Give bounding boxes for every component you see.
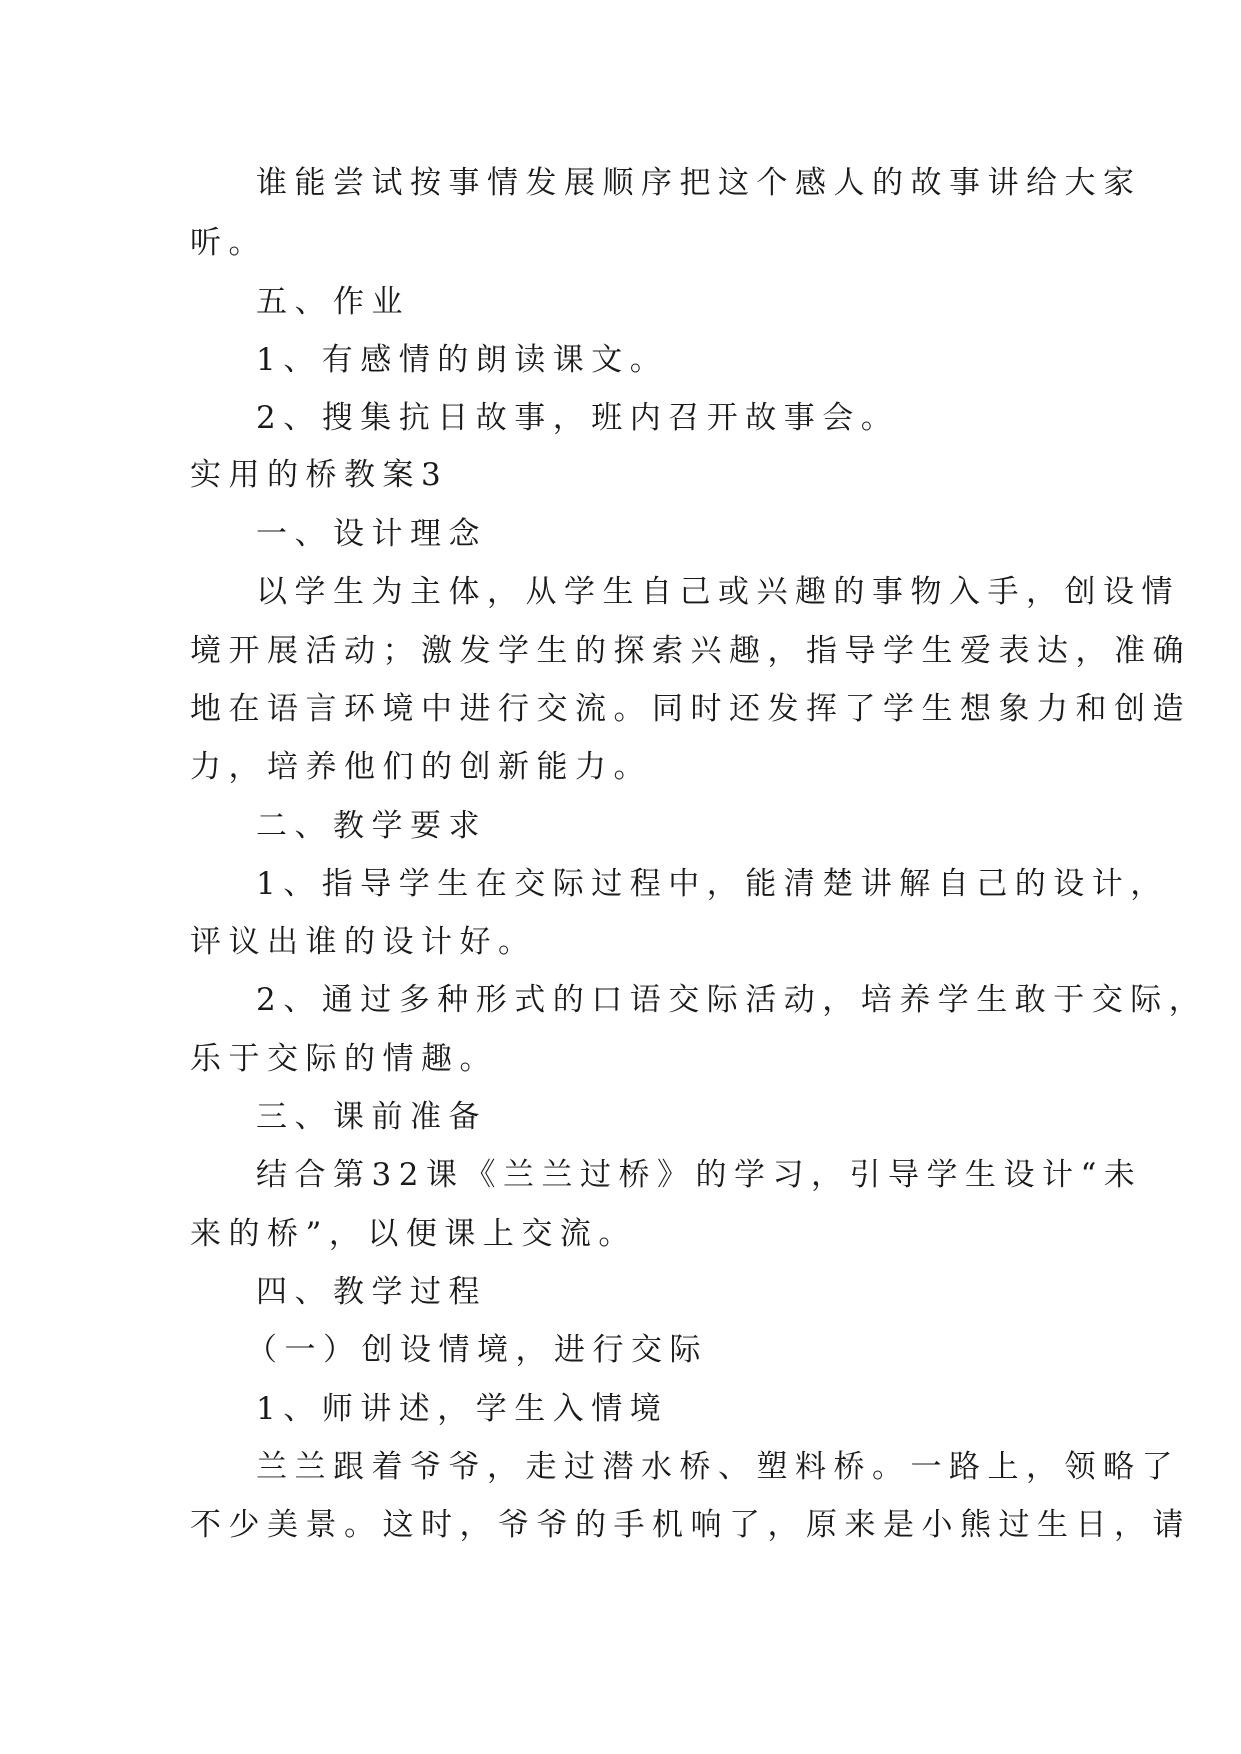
paragraph-line: 兰兰跟着爷爷，走过潜水桥、塑料桥。一路上，领略了: [256, 1449, 1180, 1485]
paragraph-line: 力，培养他们的创新能力。: [190, 749, 652, 785]
document-title: 实用的桥教案3: [190, 457, 449, 493]
paragraph-line: 结合第32课《兰兰过桥》的学习，引导学生设计“未: [256, 1157, 1143, 1193]
paragraph-line: 不少美景。这时，爷爷的手机响了，原来是小熊过生日，请: [190, 1507, 1191, 1543]
list-item: 1、有感情的朗读课文。: [256, 342, 669, 378]
list-item: 2、通过多种形式的口语交际活动，培养学生敢于交际，: [256, 982, 1208, 1018]
list-item-continuation: 乐于交际的情趣。: [190, 1041, 498, 1077]
section-heading: 二、教学要求: [256, 808, 487, 844]
subsection-heading: （一）创设情境，进行交际: [246, 1332, 708, 1368]
section-heading: 一、设计理念: [256, 516, 487, 552]
section-heading: 三、课前准备: [256, 1099, 487, 1135]
list-item-continuation: 评议出谁的设计好。: [190, 924, 537, 960]
paragraph-line: 境开展活动；激发学生的探索兴趣，指导学生爱表达，准确: [190, 633, 1191, 669]
paragraph-line: 听。: [190, 225, 267, 261]
section-heading: 四、教学过程: [256, 1274, 487, 1310]
paragraph-line: 以学生为主体，从学生自己或兴趣的事物入手，创设情: [256, 574, 1180, 610]
paragraph-line: 地在语言环境中进行交流。同时还发挥了学生想象力和创造: [190, 691, 1191, 727]
list-item: 1、指导学生在交际过程中，能清楚讲解自己的设计，: [256, 866, 1169, 902]
section-heading: 五、作业: [256, 284, 410, 320]
paragraph-line: 来的桥”，以便课上交流。: [190, 1216, 637, 1252]
paragraph-line: 谁能尝试按事情发展顺序把这个感人的故事讲给大家: [256, 165, 1142, 201]
list-item: 2、搜集抗日故事，班内召开故事会。: [256, 400, 900, 436]
list-item: 1、师讲述，学生入情境: [256, 1391, 669, 1427]
